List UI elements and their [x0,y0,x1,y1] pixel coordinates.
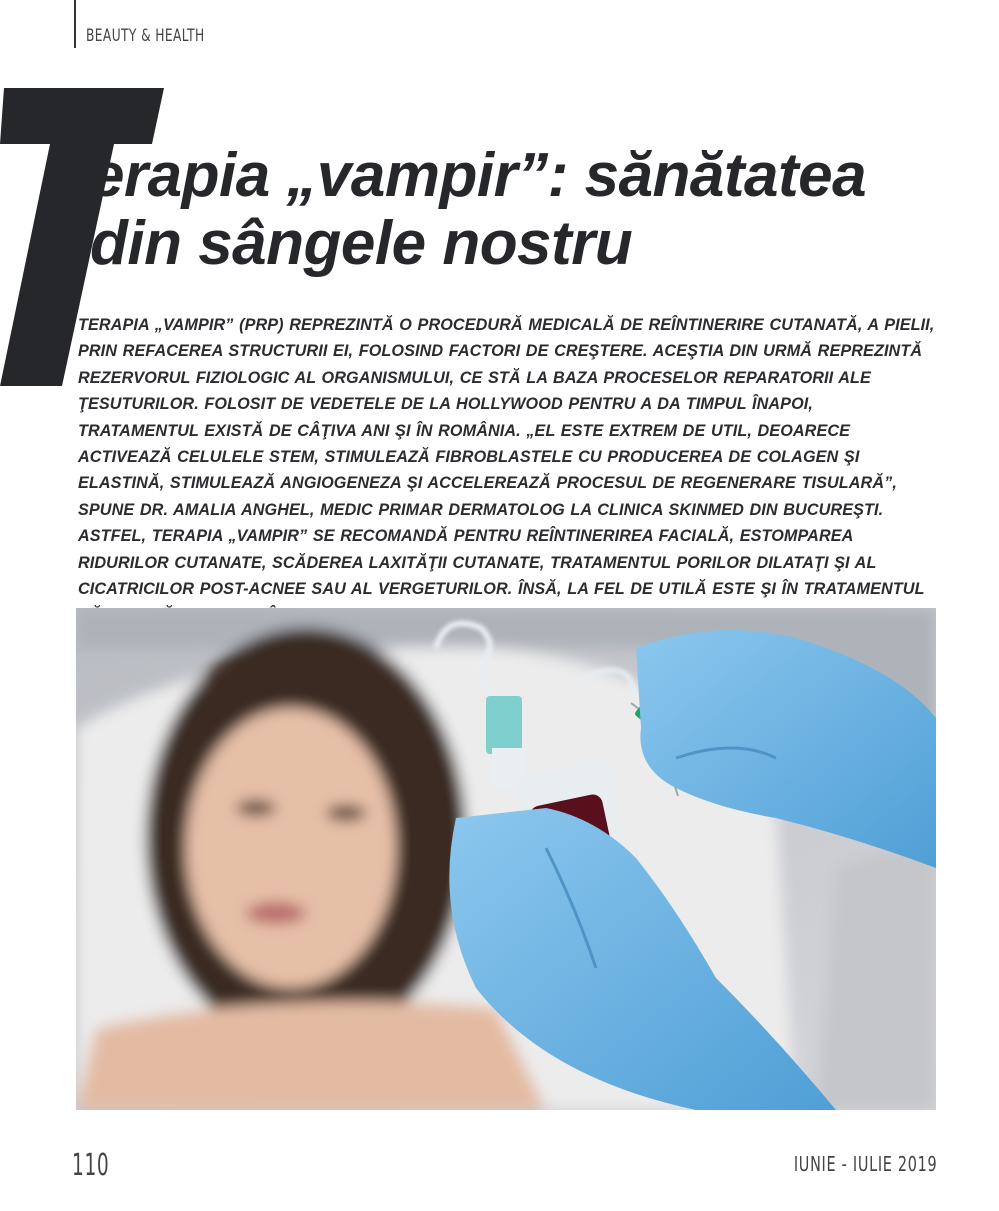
section-label: BEAUTY & HEALTH [86,26,205,46]
page-number: 110 [72,1148,110,1183]
article-photo [76,608,936,1110]
photo-illustration [76,608,936,1110]
article-title [90,142,970,278]
issue-date: IUNIE - IULIE 2019 [793,1152,937,1176]
title-line-1: erapia „vampir”: sănătatea [90,141,867,210]
section-divider [74,0,76,48]
title-line-2: din sângele nostru [90,209,633,278]
article-lead: TERAPIA „VAMPIR” (PRP) REPREZINTĂ O PROCEDURĂ MEDICALĂ DE REÎNTINERIRE CUTANATĂ, A PIELII, PRIN REFACEREA STRUCTURII EI, FOLOSIND FACTORI DE CREŞTERE. ACEŞTIA DIN URMĂ REPREZINTĂ REZERVORUL FIZIOLOGIC AL ORGANISMULUI, CE STĂ LA BAZA PROCESELOR REPARATORII ALE ŢESUTURILOR. FOLOSIT DE VEDETELE DE LA HOLLYWOOD PENTRU A DA TIMPUL ÎNAPOI, TRATAMENTUL EXISTĂ DE CÂŢIVA ANI ŞI ÎN ROMÂNIA. „EL ESTE EXTREM DE UTIL, DEOARECE ACTIVEAZĂ CELULELE STEM, STIMULEAZĂ FIBROBLASTELE CU PRODUCEREA DE COLAGEN ŞI ELASTINĂ, STIMULEAZĂ ANGIOGENEZA ŞI ACCELEREAZĂ PROCESUL DE REGENERARE TISULARĂ”, SPUNE DR. AMALIA ANGHEL, MEDIC PRIMAR DERMATOLOG LA CLINICA SKINMED DIN BUCUREŞTI. ASTFEL, TERAPIA „VAMPIR” SE RECOMANDĂ PENTRU REÎNTINERIREA FACIALĂ, ESTOMPAREA RIDURILOR CUTANATE, SCĂDEREA LAXITĂŢII CUTANATE, TRATAMENTUL PORILOR DILATAŢI ŞI AL CICATRICILOR POST-ACNEE SAU AL VERGETURILOR. ÎNSĂ, LA FEL DE UTILĂ ESTE ŞI ÎN TRATAMENTUL [78,316,935,599]
